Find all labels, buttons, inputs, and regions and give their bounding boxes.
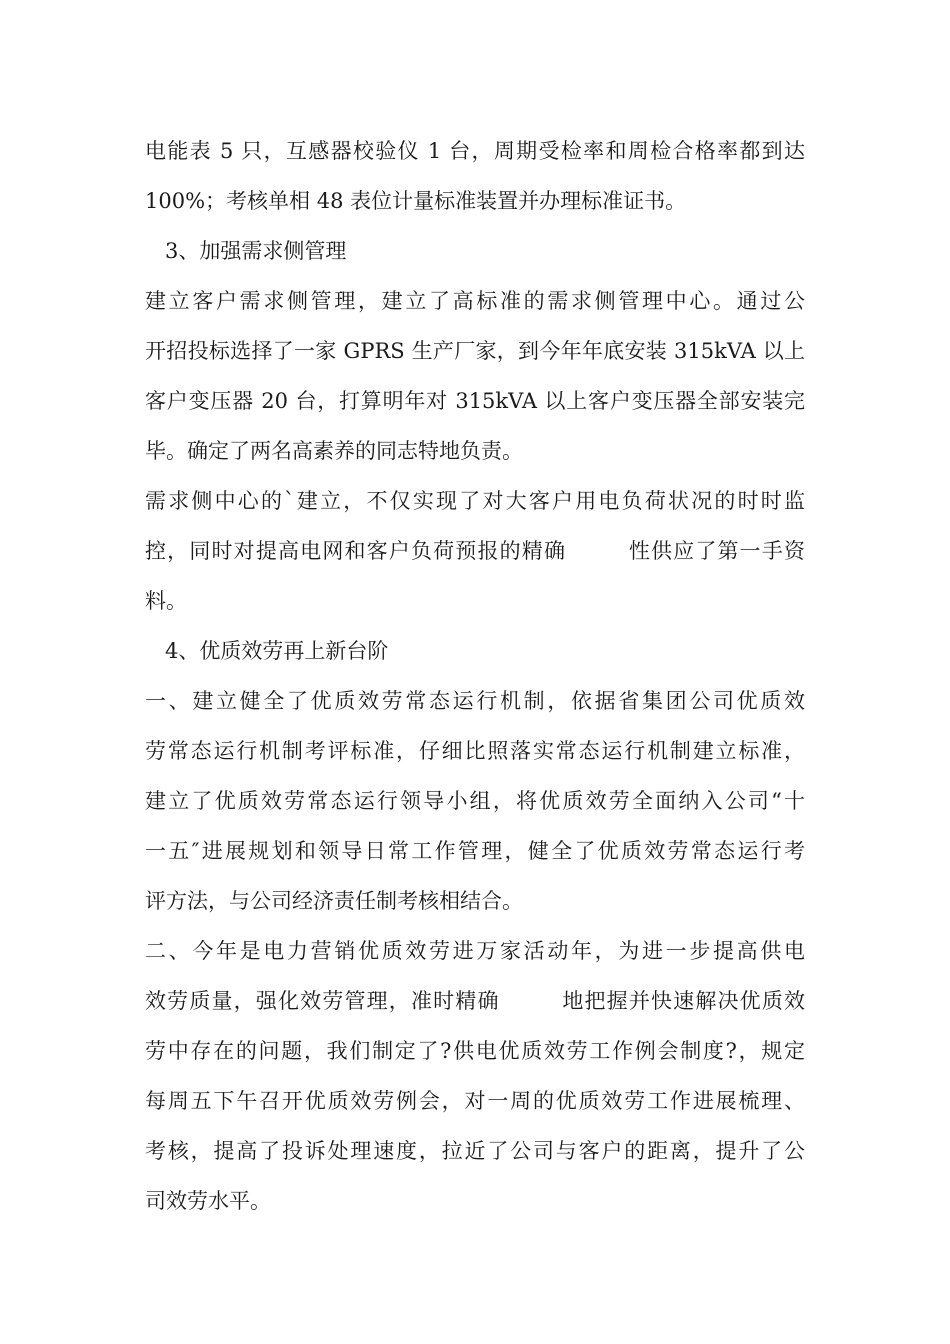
text-line: 开招投标选择了一家 GPRS 生产厂家，到今年年底安装 315kVA 以上	[145, 339, 805, 363]
text-line: 评方法，与公司经济责任制考核相结合。	[145, 889, 523, 913]
text-line: 毕。确定了两名高素养的同志特地负责。	[145, 439, 523, 463]
text-line: 司效劳水平。	[145, 1189, 271, 1213]
text-line: 建立客户需求侧管理，建立了高标准的需求侧管理中心。通过公	[145, 289, 805, 313]
text-line: 控，同时对提高电网和客户负荷预报的精确 性供应了第一手资	[145, 539, 805, 563]
text-line: 客户变压器 20 台，打算明年对 315kVA 以上客户变压器全部安装完	[145, 389, 805, 413]
section-heading: 4、优质效劳再上新台阶	[165, 639, 389, 663]
text-line: 一、建立健全了优质效劳常态运行机制，依据省集团公司优质效	[145, 689, 805, 713]
section-heading: 3、加强需求侧管理	[165, 239, 347, 263]
text-line: 电能表 5 只，互感器校验仪 1 台，周期受检率和周检合格率都到达	[145, 139, 805, 163]
text-line: 效劳质量，强化效劳管理，准时精确 地把握并快速解决优质效	[145, 989, 805, 1013]
text-line: 料。	[145, 589, 187, 613]
text-line: 一五″进展规划和领导日常工作管理，健全了优质效劳常态运行考	[145, 839, 805, 863]
text-line: 每周五下午召开优质效劳例会，对一周的优质效劳工作进展梳理、	[145, 1089, 805, 1113]
text-line: 劳常态运行机制考评标准，仔细比照落实常态运行机制建立标准，	[145, 739, 805, 763]
text-line: 100%；考核单相 48 表位计量标准装置并办理标准证书。	[145, 189, 687, 213]
text-line: 建立了优质效劳常态运行领导小组，将优质效劳全面纳入公司“十	[145, 789, 805, 813]
text-line: 考核，提高了投诉处理速度，拉近了公司与客户的距离，提升了公	[145, 1139, 805, 1163]
text-line: 需求侧中心的`建立，不仅实现了对大客户用电负荷状况的时时监	[145, 489, 805, 513]
text-line: 二、今年是电力营销优质效劳进万家活动年，为进一步提高供电	[145, 939, 805, 963]
text-line: 劳中存在的问题，我们制定了?供电优质效劳工作例会制度?，规定	[145, 1039, 805, 1063]
